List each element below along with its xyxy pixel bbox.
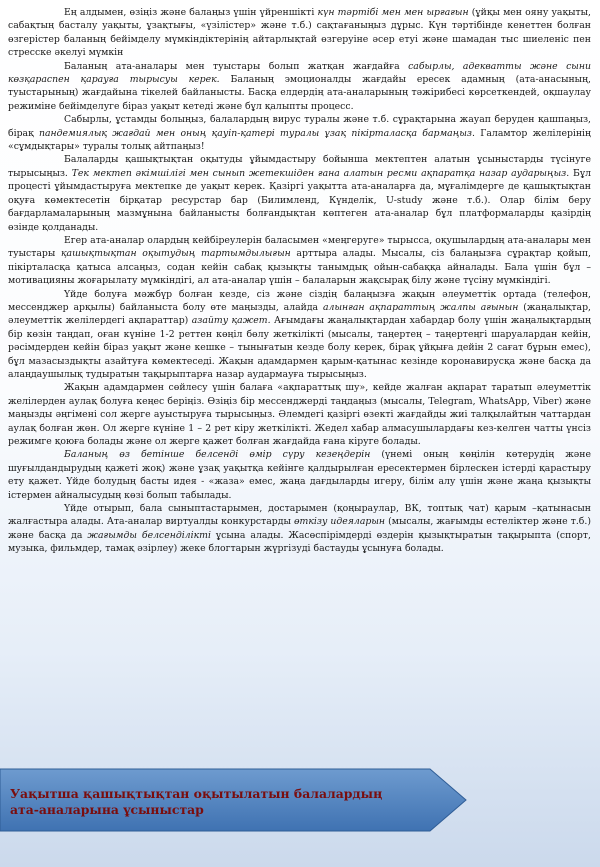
paragraph-information-flow: Үйде болуға мәжбүр болған кезде, сіз және сіздің балаңызға жақын әлеуметтік ортада (телефон, мессенджер арқылы) байланыста болу өте маңызды, алайда алынған ақпараттың жалпы ағынын (жаңалықтар, әлеуметтік желілердегі ақпараттар) азайту қажет. Ағымдағы жаңалықтардан хабардар болу үшін жаңалықтардың бір көзін таңдап, оған күніне 1-2 реттен көңіл бөлу жеткілікті (мысалы, таңертең – таңертеңгі шаруалардан кейін, рәсімдерден кейін біраз уақыт және кешке – тынығатын кезде болу керек, бірақ ұйқыға дейін 2 сағат бұрын емес), бұл мазасыздықты азайтуға көмектеседі. Жақын адамдармен қарым-қатынас кезінде коронавирусқа және басқа да алаңдаушылық тудыратын тақырыптарға назар аудармауға тырысыңыз. [8, 288, 592, 380]
paragraph-active-life: Баланың өз бетінше белсенді өмір сүру кезеңдерін (үнемі оның көңілін көтерудің және шуғылдандырудың қажеті жоқ) және ұзақ уақытқа кейінге қалдырылған ересектермен бірлескен істерді қарастыру ету қажет. Үйде болудың басты идея - «жаза» емес, жаңа дағдыларды игеру, білім алу үшін және жаңа қызықты істермен айналысудың көзі болып табылады. [8, 449, 592, 501]
banner-title-line-2: ата-аналарына ұсыныстар [10, 802, 204, 817]
paragraph-messengers: Жақын адамдармен сөйлесу үшін балаға «ақпараттық шу», кейде жалған ақпарат таратып әлеуметтік желілерден аулақ болуға кеңес беріңіз. Өзіңіз бір мессенджерді таңдаңыз (мысалы, Telegram, WhatsApp, Viber) және маңызды әңгімені сол жерге ауыстыруға тырысыңыз. Әлемдегі қазіргі өзекті жағдайды жиі талқылайтын чаттардан аулақ болған жөн. Ол жерге күніне 1 – 2 рет кіру жеткілікті. Жедел хабар алмасушылардағы кез-келген чатты үнсіз режимге қоюға болады және ол жерге қажет болған жағдайда ғана кіруге болады. [8, 382, 591, 447]
paragraph-school-recommendations: Балаларды қашықтықтан оқытуды ұйымдастыру бойынша мектептен алатын ұсыныстарды түсінуге тырысыңыз. Тек мектеп әкімшілігі мен сынып жетекшіден ғана алатын ресми ақпаратқа назар аударыңыз. Бұл процесті ұйымдастыруға мектепке де уақыт керек. Қазіргі уақытта ата-аналарға да, мұғалімдерге де қашықтықтан оқуға көмектесетін бірқатар ресурстар бар (Билимленд, Күнделік, U-study және т.б.). Олар білім беру бағдарламаларының мазмұнына байланысты болғандықтан көптеген ата-аналар бұл платформаларды қазірдің өзінде қолданады. [8, 154, 591, 233]
paragraph-be-calm: Сабырлы, ұстамды болыңыз, балалардың вирус туралы және т.б. сұрақтарына жауап беруден қашпаңыз, бірақ пандемиялық жағдай мен оның қауіп-қатері туралы ұзақ пікірталасқа бармаңыз. Галамтор желілерінің «сұмдықтары» туралы толық айтпаңыз! [8, 114, 591, 153]
paragraph-social-contact: Үйде отырып, бала сыныптастарымен, достарымен (қоңыраулар, ВК, топтық чат) қарым –қатынасын жалғастыра алады. Ата-аналар виртуалды конкурстарды өткізу идеяларын (мысалы, жағымды естеліктер және т.б.) және басқа да жағымды белсенділікті ұсына алады. Жасөспірімдерді өздерін қызықтыратын тақырыпта (спорт, музыка, фильмдер, тамақ әзірлеу) жеке блогтарын жүргізуді бастауды ұсынуға болады. [8, 503, 591, 555]
paragraph-calm-attitude: Баланың ата-аналары мен туыстары болып жатқан жағдайға сабырлы, адекватты және сыни көзқараспен қарауға тырысуы керек. Баланың эмоционалды жағдайы ересек адамның (ата-анасының, туыстарының) жағдайына тікелей байланысты. Басқа елдердің ата-аналарының тәжірибесі көрсеткендей, оқшаулау режиміне бейімделуге біраз уақыт кетеді және бұл қалыпты процесс. [8, 60, 591, 112]
paragraph-learning-attractiveness: Егер ата-аналар олардың кейбіреулерін баласымен «меңгеруге» тырысса, оқушылардың ата-аналары мен туыстары қашықтықтан оқытудың тартымдылығын арттыра алады. Мысалы, сіз балаңызға сұрақтар қойып, пікірталасқа қатыса алсаңыз, содан кейін сабақ қызықты танымдық ойын-сабаққа айналады. Бала үшін бұл – мотивацияны жоғарылату мүмкіндігі, ал ата-аналар үшін – балаларын жақсырақ білу және түсіну мүмкіндігі. [8, 234, 591, 287]
banner-title [10, 786, 450, 818]
paragraph-routine: Ең алдымен, өзіңіз және балаңыз үшін үйреншікті күн тәртібі мен мен ырғағын (ұйқы мен ояну уақыты, сабақтың басталу уақыты, ұзақтығы, «үзілістер» және т.б.) сақтағаныңыз дұрыс. Күн тәртібінде кенеттен болған өзгерістер баланың бейімделу мүмкіндіктерінің айтарлықтай өзгеруіне әсер етуі және шамадан тыс шиеленіс пен стресске әкелуі мүмкін [8, 7, 591, 59]
document-body [8, 6, 591, 556]
banner-title-line-1: Уақытша қашықтықтан оқытылатын балалардың [10, 786, 383, 801]
title-banner [0, 768, 468, 832]
